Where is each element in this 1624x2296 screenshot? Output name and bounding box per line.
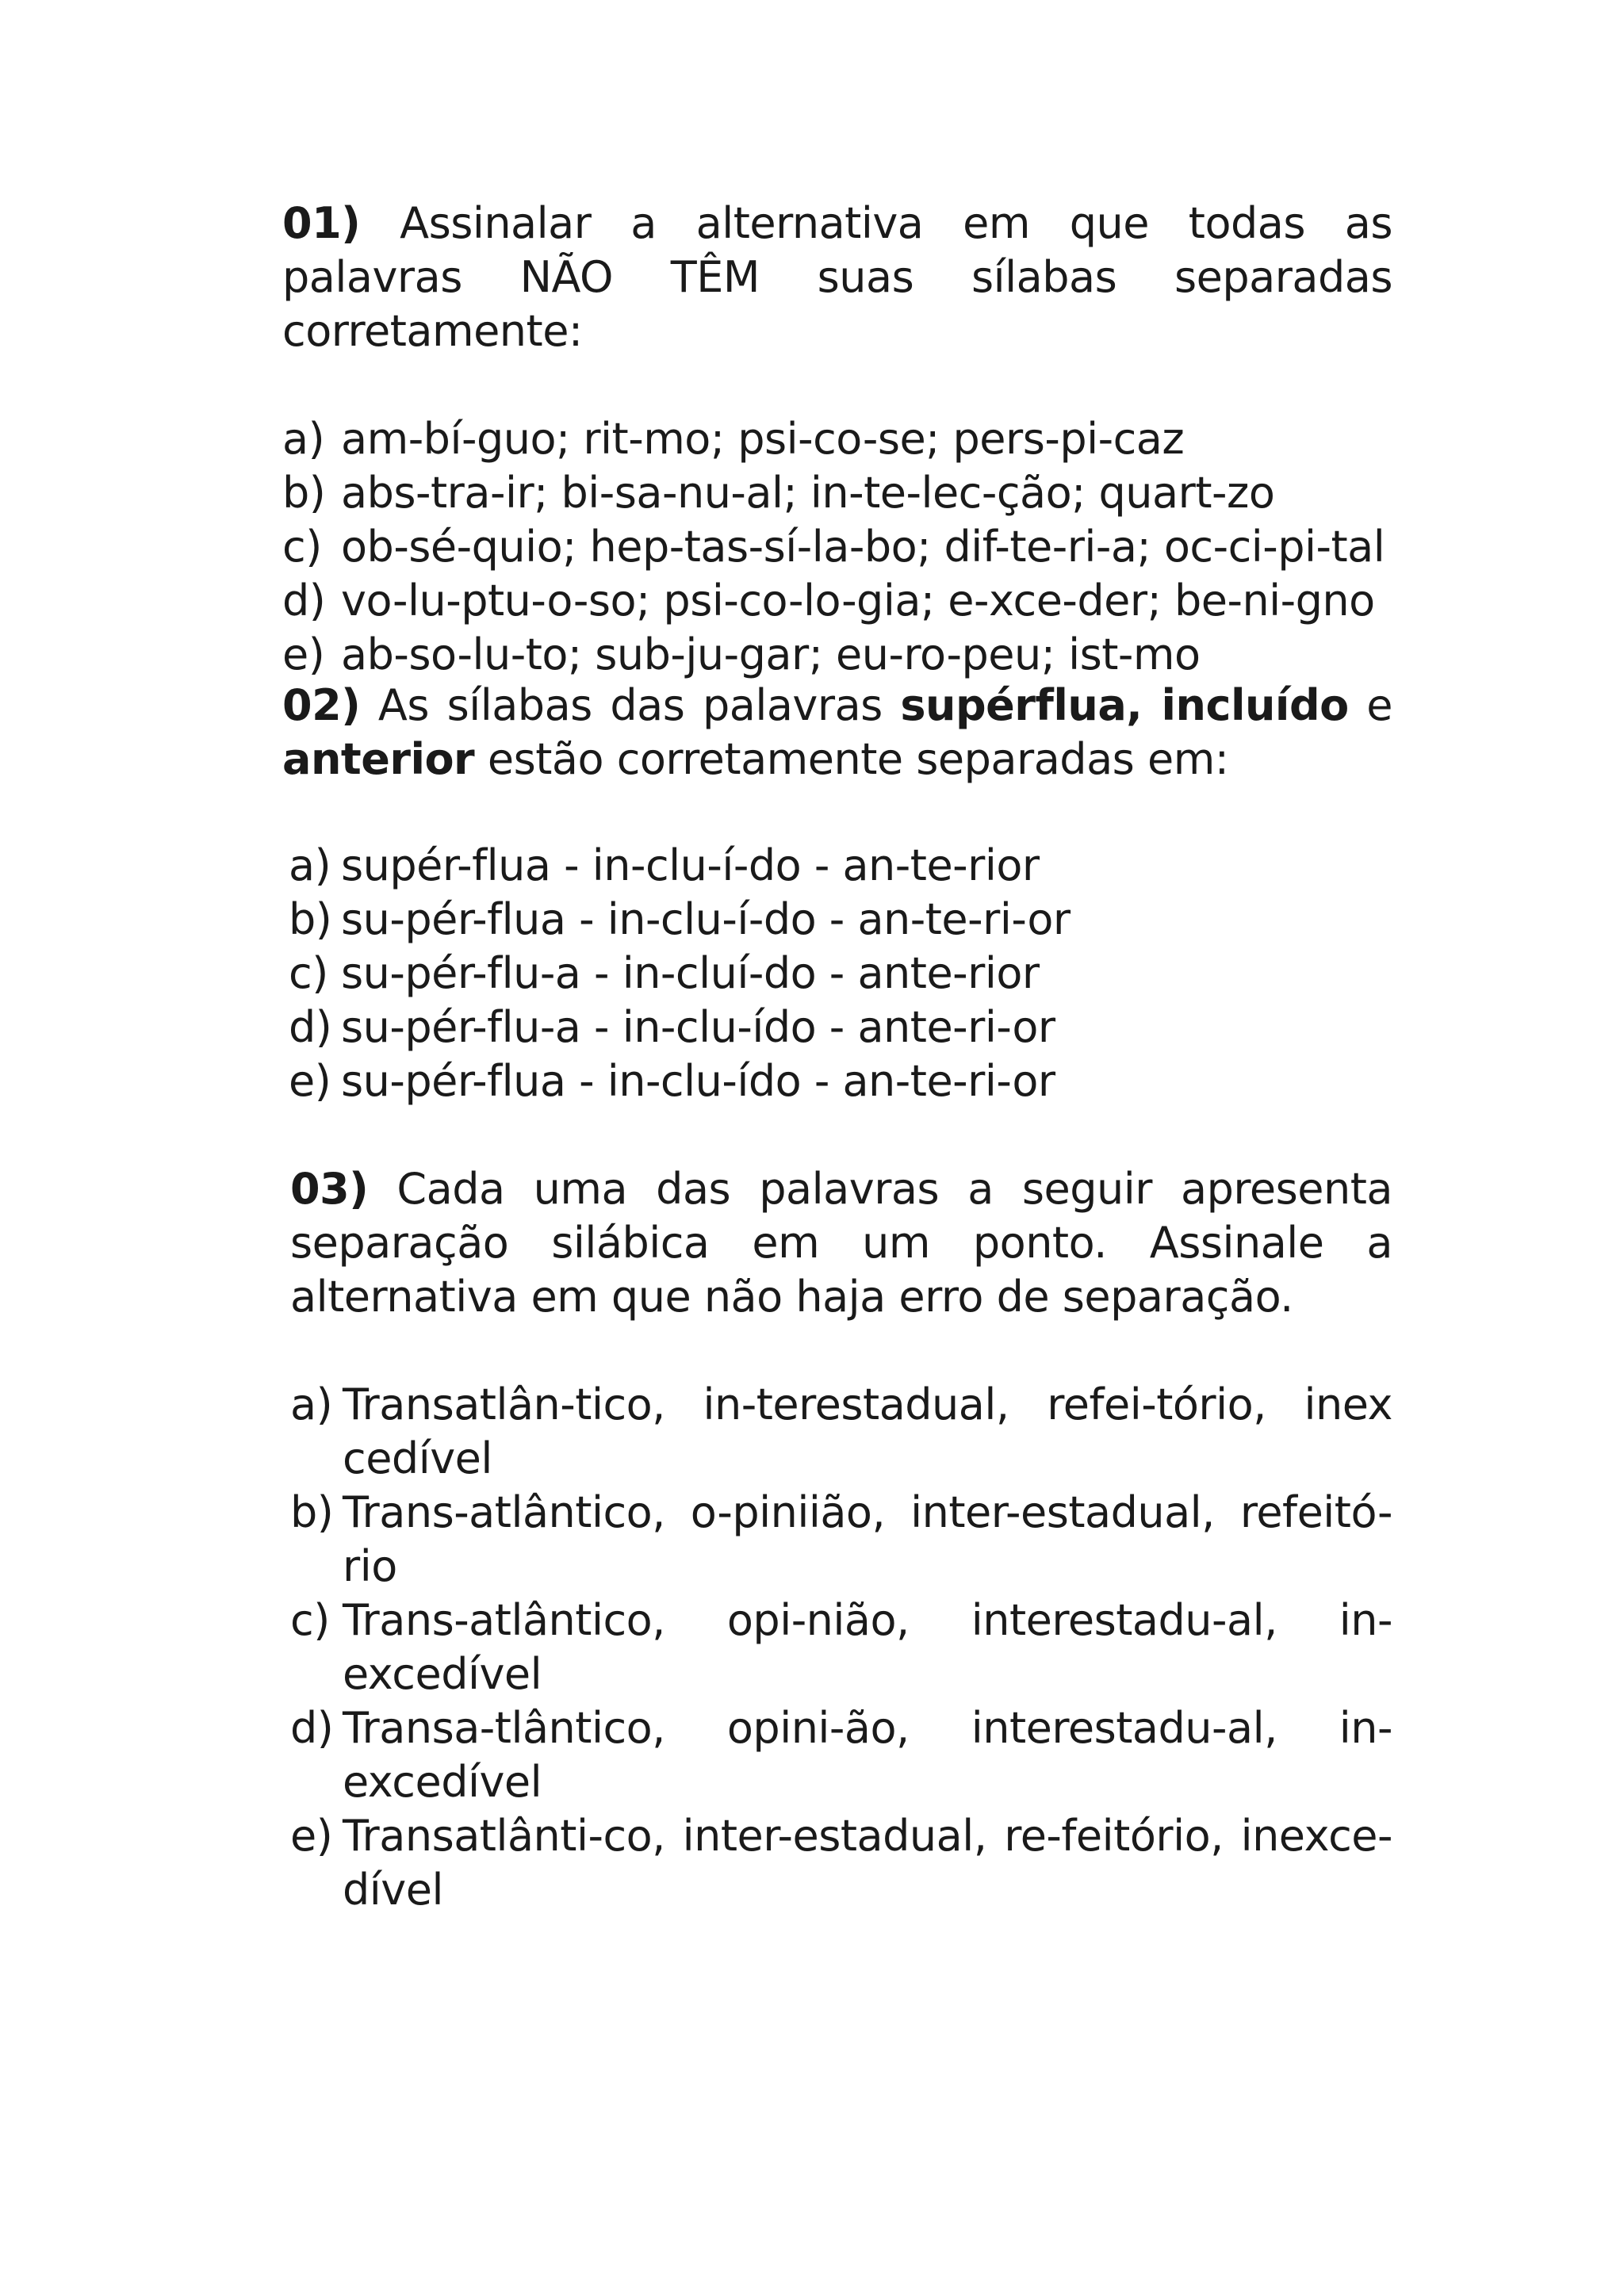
option-c[interactable] xyxy=(289,947,1392,1001)
option-b[interactable] xyxy=(282,466,1392,520)
option-d[interactable] xyxy=(289,1001,1392,1054)
question-stem xyxy=(290,1162,1392,1324)
option-b[interactable] xyxy=(290,1486,1392,1594)
option-letter: c) xyxy=(282,522,322,572)
option-text: ob-sé-quio; hep-tas-sí-la-bo; dif-te-ri-a; oc-ci-pi-tal xyxy=(341,522,1385,572)
option-c[interactable] xyxy=(290,1594,1392,1701)
question-stem-text: Cada uma das palavras a seguir apresenta separação silábica em um ponto. Assinale a alternativa em que não haja erro de separação. xyxy=(290,1164,1392,1322)
stem-bold-word-2: anterior xyxy=(282,734,475,784)
option-text: su-pér-flu-a - in-clu-ído - ante-ri-or xyxy=(341,1002,1055,1052)
option-text: ab-so-lu-to; sub-ju-gar; eu-ro-peu; ist-mo xyxy=(341,629,1201,679)
option-letter: b) xyxy=(290,1487,334,1537)
option-text: su-pér-flua - in-clu-í-do - an-te-ri-or xyxy=(341,894,1071,944)
option-letter: d) xyxy=(290,1703,334,1753)
option-letter: e) xyxy=(290,1811,333,1861)
option-letter: e) xyxy=(289,1056,331,1106)
option-d[interactable] xyxy=(290,1701,1392,1809)
option-b[interactable] xyxy=(289,893,1392,947)
option-text: vo-lu-ptu-o-so; psi-co-lo-gia; e-xce-der; be-ni-gno xyxy=(341,576,1375,626)
option-text: Trans-atlântico, opi-nião, interestadu-al, in-excedível xyxy=(343,1595,1392,1699)
stem-before: As sílabas das palavras xyxy=(377,680,901,730)
option-text: am-bí-guo; rit-mo; psi-co-se; pers-pi-caz xyxy=(341,414,1185,464)
option-text: Transatlânti-co, inter-estadual, re-feitório, inexce-dível xyxy=(343,1811,1392,1915)
option-letter: d) xyxy=(289,1002,332,1052)
question-01 xyxy=(282,197,1392,682)
question-stem xyxy=(282,679,1392,786)
option-letter: b) xyxy=(289,894,332,944)
stem-middle: e xyxy=(1348,680,1393,730)
option-letter: b) xyxy=(282,468,326,518)
stem-bold-words: supérflua, incluído xyxy=(900,680,1349,730)
option-a[interactable] xyxy=(282,412,1392,466)
question-number: 01) xyxy=(282,198,361,248)
question-stem xyxy=(282,197,1392,358)
question-03 xyxy=(290,1162,1392,1917)
option-text: Trans-atlântico, o-piniião, inter-estadual, refeitó-rio xyxy=(343,1487,1392,1591)
option-e[interactable] xyxy=(289,1054,1392,1108)
option-e[interactable] xyxy=(290,1809,1392,1917)
option-letter: c) xyxy=(289,948,328,998)
option-letter: e) xyxy=(282,629,325,679)
option-text: abs-tra-ir; bi-sa-nu-al; in-te-lec-ção; quart-zo xyxy=(341,468,1275,518)
question-number: 02) xyxy=(282,680,361,730)
option-letter: a) xyxy=(282,414,325,464)
option-text: su-pér-flu-a - in-cluí-do - ante-rior xyxy=(341,948,1040,998)
options-list xyxy=(282,839,1392,1108)
option-text: su-pér-flua - in-clu-ído - an-te-ri-or xyxy=(341,1056,1055,1106)
option-a[interactable] xyxy=(289,839,1392,893)
question-02 xyxy=(282,679,1392,1108)
option-a[interactable] xyxy=(290,1378,1392,1486)
question-stem-text: Assinalar a alternativa em que todas as palavras NÃO TÊM suas sílabas separadas corretamente: xyxy=(282,198,1393,356)
option-letter: d) xyxy=(282,576,326,626)
option-text: Transa-tlântico, opini-ão, interestadu-al, in-excedível xyxy=(343,1703,1392,1807)
stem-after: estão corretamente separadas em: xyxy=(474,734,1229,784)
option-e[interactable] xyxy=(282,628,1392,682)
options-list xyxy=(282,412,1392,682)
option-c[interactable] xyxy=(282,520,1392,574)
option-d[interactable] xyxy=(282,574,1392,628)
question-number: 03) xyxy=(290,1164,369,1214)
option-letter: a) xyxy=(289,840,331,890)
option-text: Transatlân-tico, in-terestadual, refei-tório, inex cedível xyxy=(343,1380,1392,1483)
option-text: supér-flua - in-clu-í-do - an-te-rior xyxy=(341,840,1040,890)
option-letter: a) xyxy=(290,1380,333,1429)
option-letter: c) xyxy=(290,1595,330,1645)
options-list xyxy=(290,1378,1392,1917)
